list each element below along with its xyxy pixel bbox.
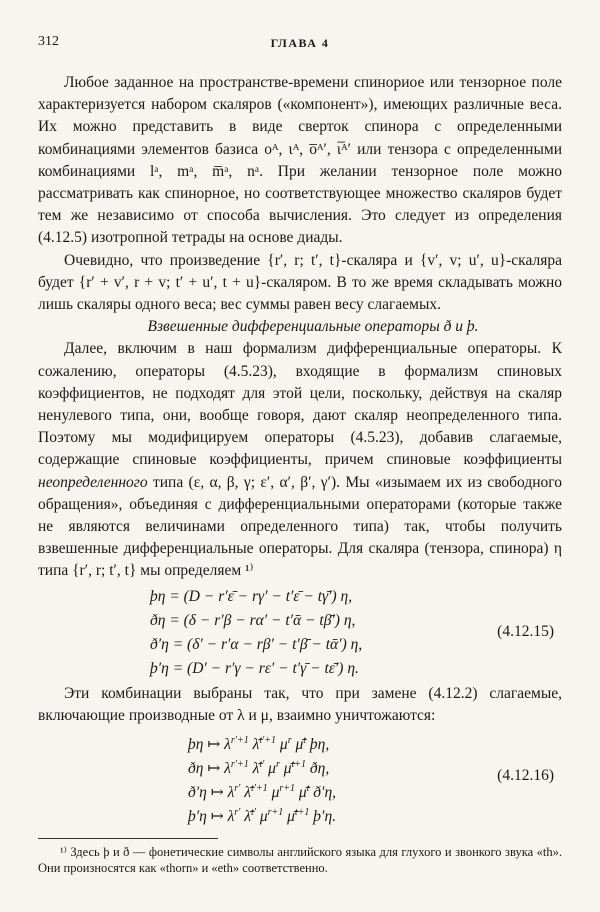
paragraph-3 — [38, 338, 562, 582]
exponent: r — [275, 759, 280, 771]
equation-number: (4.12.16) — [497, 767, 554, 785]
section-title: Взвешенные дифференциальные операторы ð и þ. — [147, 318, 479, 336]
chapter-title: ГЛАВА 4 — [270, 36, 330, 50]
equation-block-4-12-16 — [38, 729, 562, 825]
exponent: r — [287, 735, 292, 747]
paragraph-3-emphasis: неопределенного — [38, 473, 148, 491]
paragraph-1: Любое заданное на пространстве-времени спинориое или тензорное поле характеризуется набором скаляров («компонент»), имеющих различные веса. Их можно представить в виде сверток спинора с определенными комбинациями элементов базиса oᴬ, ιᴬ, o̅ᴬ′, ι̅ᴬ′ или тензора с определенными комбинациями lᵃ, mᵃ, m̅ᵃ, nᵃ. При желании тензорное поле можно рассматривать как спинорное, но соответствующее множество скаляров будет тем же независимо от способа вычисления. Это следует из определения (4.12.5) изотропной тетрады на основе диады. — [38, 74, 562, 247]
exponent: r′ — [234, 783, 241, 795]
equation-line: ðη = (δ − r′β − rα′ − t′ᾱ − tβ̄′) η, — [150, 611, 356, 629]
exponent: t — [303, 735, 307, 747]
equation-line: þ′η ↦ $\lambda^{r'}$ λ̄$^{t'}$ $\mu^{r+1}$ μ̄$^{t+1}$ þ′η. — [188, 807, 337, 826]
running-header — [38, 34, 562, 54]
exponent: t+1 — [294, 807, 310, 819]
exponent: t′ — [250, 807, 256, 819]
footnote — [38, 844, 562, 876]
exponent: r′+1 — [230, 759, 249, 771]
exponent: r′ — [234, 807, 241, 819]
paragraph-3-text: Далее, включим в наш формализм дифференциальные операторы. К сожалению, операторы (4.5.23), входящие в формализм спиновых коэффициентов, не подходят для этой цели, поскольку, действуя на скаляр ненулевого типа, они, вообще говоря, дают скаляр неопределенного типа. Поэтому мы модифицируем операторы (4.5.23), добавив слагаемые, содержащие спиновые коэффициенты, причем спиновые коэффициенты — [38, 340, 562, 469]
page-number: 312 — [38, 34, 59, 49]
paragraph-2: Очевидно, что произведение {r′, r; t′, t}-скаляра и {v′, v; u′, u}-скаляра будет {r′ + v′, r + v; t′ + u′, t + u}-скаляром. В то же время складывать можно лишь скаляры одного веса; вес суммы равен весу слагаемых. — [38, 251, 562, 314]
equation-line: þη ↦ $\lambda^{r'+1}$ λ̄$^{t'+1}$ $\mu^r$ μ̄$^t$ þη, — [188, 735, 330, 754]
exponent: t+1 — [291, 759, 307, 771]
footnote-rule — [38, 838, 218, 839]
exponent: r′+1 — [230, 735, 249, 747]
equation-line: ðη ↦ $\lambda^{r'+1}$ λ̄$^{t'}$ $\mu^r$ μ̄$^{t+1}$ ðη, — [188, 759, 330, 778]
equation-line: ð′η = (δ′ − r′α − rβ′ − t′β̄ − tᾱ′) η, — [150, 635, 363, 653]
equation-line: ð′η ↦ $\lambda^{r'}$ λ̄$^{t'+1}$ $\mu^{r+1}$ μ̄$^t$ ð′η, — [188, 783, 337, 802]
footnote-text: ¹⁾ Здесь þ и ð — фонетические символы английского языка для глухого и звонкого звука «th». Они произносятся как «thorn» и «eth» соответственно. — [38, 845, 562, 875]
exponent: t′+1 — [250, 783, 268, 795]
body-text — [38, 72, 562, 827]
exponent: t′+1 — [259, 735, 277, 747]
exponent: r+1 — [267, 807, 284, 819]
exponent: t — [306, 783, 310, 795]
exponent: r+1 — [279, 783, 295, 795]
equation-line: þ′η = (D′ − r′γ − rε′ − t′γ̄ − tε̄′) η. — [150, 659, 359, 677]
equation-block-4-12-15 — [38, 585, 562, 681]
paragraph-4: Эти комбинации выбраны так, что при замене (4.12.2) слагаемые, включающие производные от λ и μ, взаимно уничтожаются: — [38, 684, 562, 724]
equation-line: þη = (D − r′ε̄ − rγ′ − t′ε̄ − tγ̄′) η, — [150, 587, 353, 605]
paragraph-3-continuation: типа (ε, α, β, γ; ε′, α′, β′, γ′). Мы «изымаем их из свободного обращения», объединяя с дифференциальными операторами (которые также не являются величинами определенного типа) так, чтобы получить взвешенные дифференциальные операторы. Для скаляра (тензора, спинора) η типа {r′, r; t′, t} мы определяем ¹⁾ — [38, 473, 562, 580]
exponent: t′ — [259, 759, 265, 771]
equation-number: (4.12.15) — [497, 622, 554, 640]
